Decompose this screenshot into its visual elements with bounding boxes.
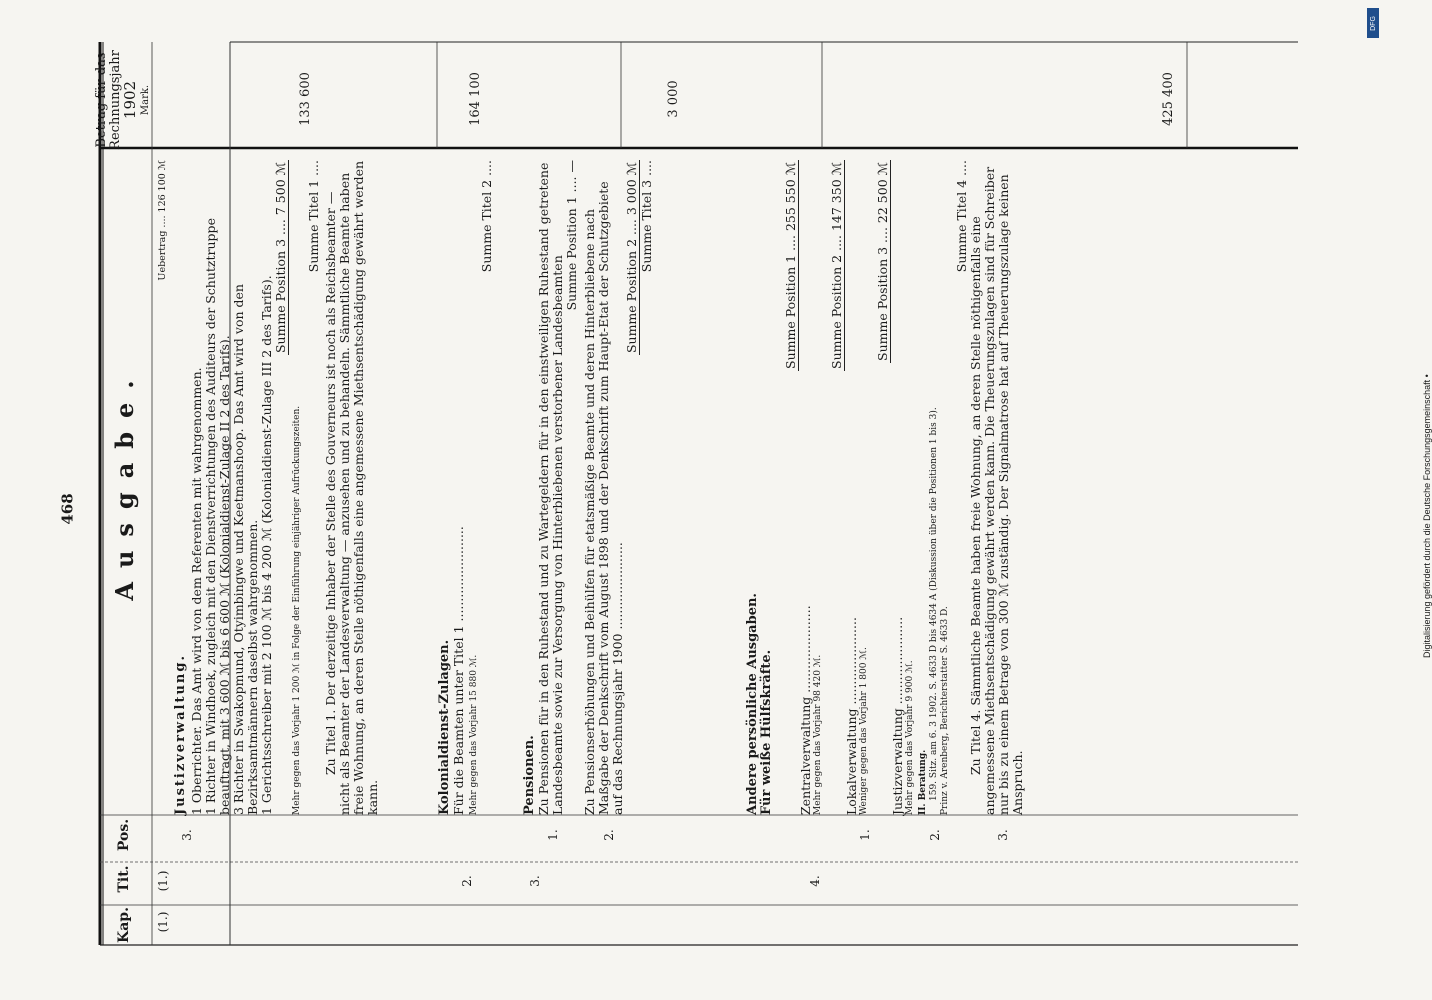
amount-titel4: 425 400 — [1161, 72, 1176, 126]
pension-summe: Summe Titel 3 .... — [639, 160, 654, 273]
justiz-line-3: 3 Richter in Swakopmund, Otyimbingwe und Keetmanshoop. Das Amt wird von den Bezirksamtmännern daselbst wahrgenommen. — [231, 284, 260, 815]
betrag-year: 1902 — [121, 80, 139, 120]
justiz-line-4: 1 Gerichtsschreiber mit 2 100 ℳ bis 4 200 ℳ (Kolonialdienst-Zulage III 2 des Tarifs). — [259, 275, 274, 815]
tit-pension: 3. — [528, 875, 542, 887]
kolonial-heading: Kolonialdienst-Zulagen. — [437, 639, 452, 815]
justiz-mehr: Mehr gegen das Vorjahr 1 200 ℳ in Folge der Einführung einjähriger Aufrückungszeiten. — [292, 405, 302, 815]
andere-p3-mehr: Mehr gegen das Vorjahr 9 900 ℳ. — [905, 660, 915, 815]
pension-heading: Pensionen. — [522, 735, 537, 815]
betrag-label: Betrag für das Rechnungsjahr — [94, 50, 123, 150]
kolonial-text: Für die Beamten unter Titel 1 ........................ — [451, 526, 466, 815]
header-pos: Pos. — [116, 818, 132, 852]
pos-andere-3: 3. — [996, 829, 1010, 841]
andere-p1-text: Zentralverwaltung ...................... — [798, 605, 813, 815]
table-header — [94, 50, 151, 945]
andere-p2-sum: Summe Position 2 .... 147 350 ℳ — [829, 162, 844, 369]
kap-number: (1.) — [156, 911, 170, 933]
andere-heading-2: Für weiße Hülfskräfte. — [759, 649, 774, 815]
kolonial-section — [438, 160, 494, 815]
pos-andere-1: 1. — [858, 829, 872, 841]
betrag-unit: Mark. — [140, 84, 151, 116]
andere-p2-mehr: Weniger gegen das Vorjahr 1 800 ℳ. — [859, 647, 869, 815]
beratung-line: 159. Sitz. am 6. 3 1902. S. 4633 D bis 4634 A (Diskussion über die Positionen 1 bis 3). — [929, 407, 939, 801]
pos-pension-1: 1. — [546, 829, 560, 841]
pension-p2-text: Zu Pensionserhöhungen und Beihülfen für etatsmäßige Beamte und deren Hinterbliebene nach Maßgabe der Denkschrift vom August 1898 und der Denkschrift zum Haupt-Etat der Schutzgebiete auf das Rechnungsjahr 1900 ...................... — [582, 181, 625, 815]
pension-section — [523, 160, 654, 815]
justiz-note: Zu Titel 1. Der derzeitige Inhaber der Stelle des Gouverneurs ist noch als Reichsbeamter — nicht als Beamter der Landesverwaltung — anzusehen und zu behandeln. Sämmtliche Beamte haben freie Wohnung, an deren Stelle nöthigenfalls eine angemessene Miethsentschädigung gewährt werden kann. — [323, 160, 380, 815]
pension-p2-sum: Summe Position 2 .... 3 000 ℳ — [624, 162, 639, 354]
andere-p3-text: Justizverwaltung ...................... — [890, 616, 905, 815]
pension-p1-text: Zu Pensionen für in den Ruhestand und zu Wartegeldern für in den einstweiligen Ruhestand getretene Landesbeamte sowie zur Versorgung von Hinterbliebenen verstorbener Landesbeamten — [536, 162, 565, 815]
pos-justiz: 3. — [180, 829, 194, 841]
andere-p1-mehr: Mehr gegen das Vorjahr 98 420 ℳ. — [813, 654, 823, 815]
digitization-credit: Digitalisierung gefördert durch die Deutsche Forschungsgemeinschaft • — [1422, 374, 1432, 658]
pos-andere-2: 2. — [928, 829, 942, 841]
kolonial-summe: Summe Titel 2 .... — [479, 160, 494, 273]
justiz-section — [156, 160, 380, 815]
tit-number: (1.) — [156, 870, 170, 892]
dfg-logo: DFG — [1367, 8, 1379, 38]
kolonial-mehr: Mehr gegen das Vorjahr 15 880 ℳ. — [469, 654, 479, 815]
justiz-heading: Justizverwaltung. — [173, 654, 188, 815]
uebertrag: Uebertrag .... 126 100 ℳ — [157, 160, 168, 281]
andere-p2-text: Lokalverwaltung ...................... — [844, 617, 859, 815]
header-betrag — [94, 50, 151, 150]
tit-kolonial: 2. — [460, 875, 474, 887]
andere-note: Zu Titel 4. Sämmtliche Beamte haben freie Wohnung, an deren Stelle nöthigenfalls eine angemessene Miethsentschädigung gewährt werden kann. Die Theuerungszulagen sind für Schreiber nur bis zu einem Betrage von 300 ℳ zuständig. Der Signalmatrose hat auf Theuerungszulage keinen Anspruch. — [968, 166, 1025, 815]
beratung: II. Beratung. — [918, 749, 928, 815]
pos-pension-2: 2. — [602, 829, 616, 841]
header-kap: Kap. — [116, 907, 132, 943]
amount-titel1: 133 600 — [298, 72, 313, 126]
page-number: 468 — [58, 493, 77, 525]
andere-section — [746, 160, 1025, 815]
justiz-line-2: 1 Richter in Windhoek, zugleich mit den Dienstverrichtungen des Auditeurs der Schutztruppe beauftragt, mit 3 600 ℳ bis 6 600 ℳ (Kolonialdienst-Zulage II 2 des Tarifs). — [203, 218, 232, 815]
header-tit: Tit. — [116, 865, 132, 893]
header-title: Ausgabe. — [109, 366, 139, 601]
amount-titel3: 3 000 — [666, 80, 681, 118]
andere-p1-sum: Summe Position 1 .... 255 550 ℳ — [783, 162, 798, 369]
berichterstatter: Prinz v. Arenberg, Berichterstatter S. 4633 D. — [940, 606, 950, 815]
andere-summe: Summe Titel 4 .... — [954, 160, 969, 273]
summe-titel1: Summe Titel 1 .... — [306, 160, 321, 273]
rotated-table — [94, 50, 1298, 945]
pension-p1-sum: Summe Position 1 .... — — [564, 160, 579, 311]
summe-pos3: Summe Position 3 .... 7 500 ℳ — [273, 162, 288, 354]
justiz-line-1: 1 Oberrichter. Das Amt wird von dem Referenten mit wahrgenommen. — [189, 367, 204, 815]
amount-titel2: 164 100 — [468, 72, 483, 126]
andere-p3-sum: Summe Position 3 .... 22 500 ℳ — [875, 162, 890, 361]
andere-heading-1: Andere persönliche Ausgaben. — [745, 593, 760, 815]
tit-andere: 4. — [808, 875, 822, 887]
